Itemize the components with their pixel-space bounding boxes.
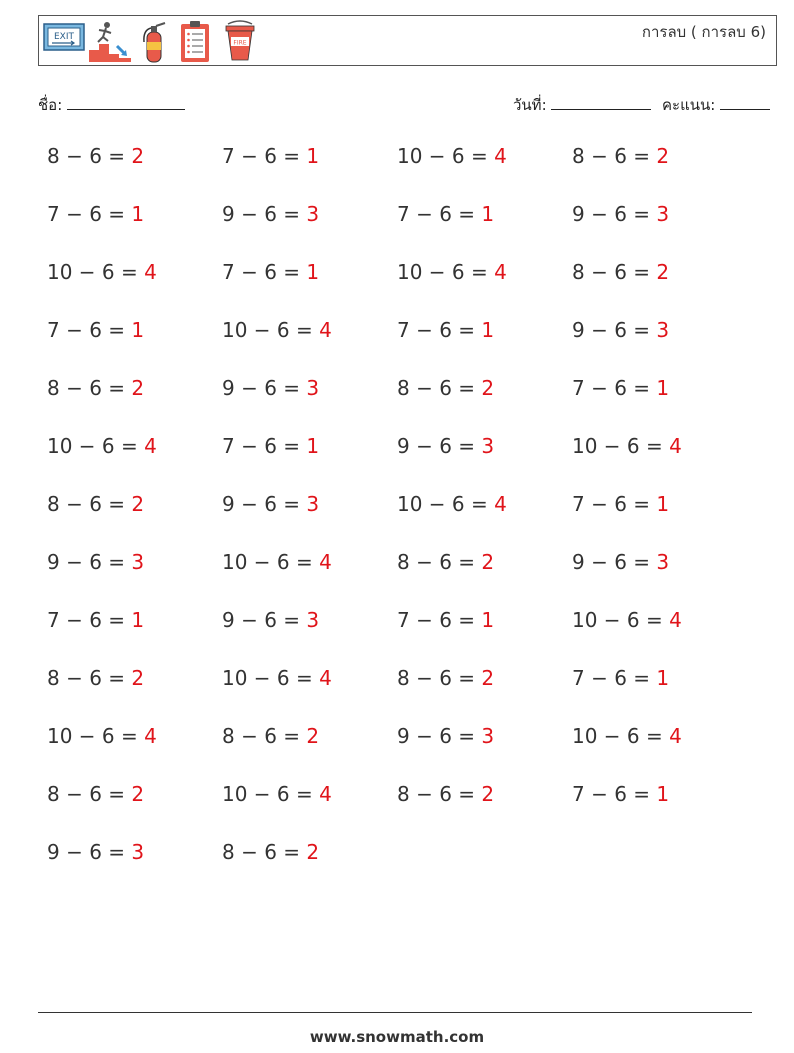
problem-answer: 3 [306,608,320,632]
problem-question: 8 − 6 = [222,840,301,864]
problem-answer: 1 [656,666,670,690]
problem-question: 9 − 6 = [397,434,476,458]
problem-item [47,202,144,226]
exit-sign-text: EXIT [53,32,75,42]
problem-answer: 4 [669,434,682,458]
problem-answer: 4 [669,724,682,748]
problem-question: 10 − 6 = [397,144,488,168]
problem-item [397,666,494,690]
problem-item [222,724,319,748]
problem-item [47,550,144,574]
page-title: การลบ ( การลบ 6) [641,23,766,41]
problem-answer: 4 [494,260,507,284]
problem-question: 10 − 6 = [397,492,488,516]
date-label: วันที่: [513,96,547,114]
problem-question: 8 − 6 = [397,666,476,690]
problem-item [222,260,319,284]
problem-item [47,608,144,632]
date-blank[interactable] [551,95,651,110]
problem-answer: 2 [131,144,145,168]
problem-answer: 2 [306,840,320,864]
problem-question: 9 − 6 = [572,202,651,226]
problem-item [397,202,494,226]
problem-question: 7 − 6 = [47,202,126,226]
problem-answer: 1 [306,144,320,168]
problem-item [47,144,144,168]
fire-bucket-icon [223,20,257,64]
problem-question: 8 − 6 = [47,492,126,516]
problem-question: 9 − 6 = [222,202,301,226]
problem-question: 7 − 6 = [397,608,476,632]
problem-answer: 2 [481,376,495,400]
problem-question: 10 − 6 = [222,550,313,574]
problem-answer: 4 [319,318,332,342]
problem-item [572,260,669,284]
problem-item [47,666,144,690]
problem-item [47,782,144,806]
problem-question: 10 − 6 = [572,608,663,632]
problem-item [47,318,144,342]
problem-answer: 4 [144,724,157,748]
problem-answer: 3 [656,550,670,574]
problem-question: 10 − 6 = [222,782,313,806]
problem-item [397,782,494,806]
problem-answer: 1 [481,608,495,632]
problem-question: 10 − 6 = [572,724,663,748]
problem-answer: 1 [306,434,320,458]
problem-question: 9 − 6 = [47,550,126,574]
date-field [513,93,651,117]
problem-answer: 1 [656,492,670,516]
footer-divider [38,1012,752,1013]
problem-item [222,492,319,516]
problem-question: 9 − 6 = [222,492,301,516]
score-label: คะแนน: [662,96,716,114]
problem-answer: 2 [131,666,145,690]
name-blank[interactable] [67,95,185,110]
problem-question: 10 − 6 = [47,260,138,284]
problem-question: 7 − 6 = [47,608,126,632]
problem-question: 7 − 6 = [47,318,126,342]
problem-item [572,666,669,690]
problem-answer: 1 [656,782,670,806]
problem-answer: 2 [481,666,495,690]
problem-item [47,260,157,284]
problem-question: 7 − 6 = [572,666,651,690]
problem-question: 10 − 6 = [572,434,663,458]
problem-item [397,550,494,574]
problem-item [222,840,319,864]
problem-item [47,724,157,748]
problem-answer: 1 [306,260,320,284]
problem-item [397,318,494,342]
emergency-stairs-icon [87,20,133,64]
problem-question: 8 − 6 = [397,550,476,574]
problem-question: 8 − 6 = [47,376,126,400]
problem-question: 8 − 6 = [47,666,126,690]
problem-answer: 4 [144,260,157,284]
footer-url: www.snowmath.com [309,1028,485,1046]
header-box [38,15,777,66]
problem-item [397,608,494,632]
problem-item [397,260,507,284]
problem-question: 8 − 6 = [397,782,476,806]
problem-item [572,724,682,748]
problem-item [222,666,332,690]
problem-answer: 3 [306,492,320,516]
problem-item [572,550,669,574]
problem-item [222,608,319,632]
problem-answer: 1 [656,376,670,400]
problem-item [47,434,157,458]
problem-item [397,376,494,400]
problem-question: 7 − 6 = [572,376,651,400]
problem-answer: 1 [131,318,145,342]
problem-question: 7 − 6 = [222,260,301,284]
problem-answer: 3 [481,724,495,748]
problem-question: 9 − 6 = [222,608,301,632]
problem-answer: 3 [481,434,495,458]
problem-question: 9 − 6 = [47,840,126,864]
name-label: ชื่อ: [38,96,63,114]
problem-item [47,376,144,400]
problem-item [572,434,682,458]
problem-answer: 4 [319,782,332,806]
problem-item [47,492,144,516]
problem-question: 8 − 6 = [47,144,126,168]
problem-question: 7 − 6 = [397,318,476,342]
problem-item [222,318,332,342]
problem-question: 7 − 6 = [222,144,301,168]
problem-item [47,840,144,864]
problem-answer: 3 [306,376,320,400]
problem-answer: 3 [131,840,145,864]
problem-item [222,434,319,458]
problem-answer: 2 [656,144,670,168]
problem-answer: 2 [131,376,145,400]
problem-answer: 2 [131,782,145,806]
problem-answer: 2 [306,724,320,748]
problem-item [572,318,669,342]
problem-answer: 3 [131,550,145,574]
problem-answer: 4 [669,608,682,632]
problem-answer: 4 [319,550,332,574]
problem-item [222,202,319,226]
problem-item [222,144,319,168]
problem-question: 8 − 6 = [397,376,476,400]
problem-answer: 2 [481,782,495,806]
score-blank[interactable] [720,95,770,110]
problem-answer: 2 [656,260,670,284]
problem-question: 10 − 6 = [47,434,138,458]
problem-item [397,434,494,458]
problem-answer: 2 [481,550,495,574]
problem-question: 7 − 6 = [222,434,301,458]
problem-answer: 4 [319,666,332,690]
problem-question: 9 − 6 = [572,318,651,342]
problem-item [572,202,669,226]
fire-bucket-text: FIRE [233,39,247,47]
problem-answer: 1 [481,318,495,342]
problem-question: 7 − 6 = [397,202,476,226]
problem-question: 9 − 6 = [222,376,301,400]
problem-answer: 3 [656,318,670,342]
name-field [38,93,185,117]
problem-answer: 1 [131,202,145,226]
problem-answer: 3 [306,202,320,226]
problem-answer: 2 [131,492,145,516]
problem-question: 9 − 6 = [572,550,651,574]
checklist-clipboard-icon [179,20,211,64]
problem-answer: 1 [131,608,145,632]
problem-question: 8 − 6 = [47,782,126,806]
problem-question: 10 − 6 = [47,724,138,748]
problem-answer: 3 [656,202,670,226]
problem-question: 8 − 6 = [572,260,651,284]
problem-question: 10 − 6 = [222,666,313,690]
problem-item [572,492,669,516]
problem-item [397,492,507,516]
problem-question: 9 − 6 = [397,724,476,748]
problem-question: 10 − 6 = [397,260,488,284]
problem-question: 10 − 6 = [222,318,313,342]
problem-item [572,144,669,168]
problem-item [397,724,494,748]
problem-answer: 4 [494,492,507,516]
problem-answer: 4 [144,434,157,458]
problem-question: 7 − 6 = [572,782,651,806]
problem-item [572,608,682,632]
problem-answer: 1 [481,202,495,226]
problem-question: 8 − 6 = [572,144,651,168]
problem-item [572,782,669,806]
score-field [662,93,770,117]
problem-item [222,550,332,574]
problem-question: 8 − 6 = [222,724,301,748]
problem-item [222,782,332,806]
problem-answer: 4 [494,144,507,168]
problem-item [572,376,669,400]
problem-item [397,144,507,168]
exit-sign-icon [43,20,85,52]
problem-question: 7 − 6 = [572,492,651,516]
fire-extinguisher-icon [139,20,169,64]
problem-item [222,376,319,400]
